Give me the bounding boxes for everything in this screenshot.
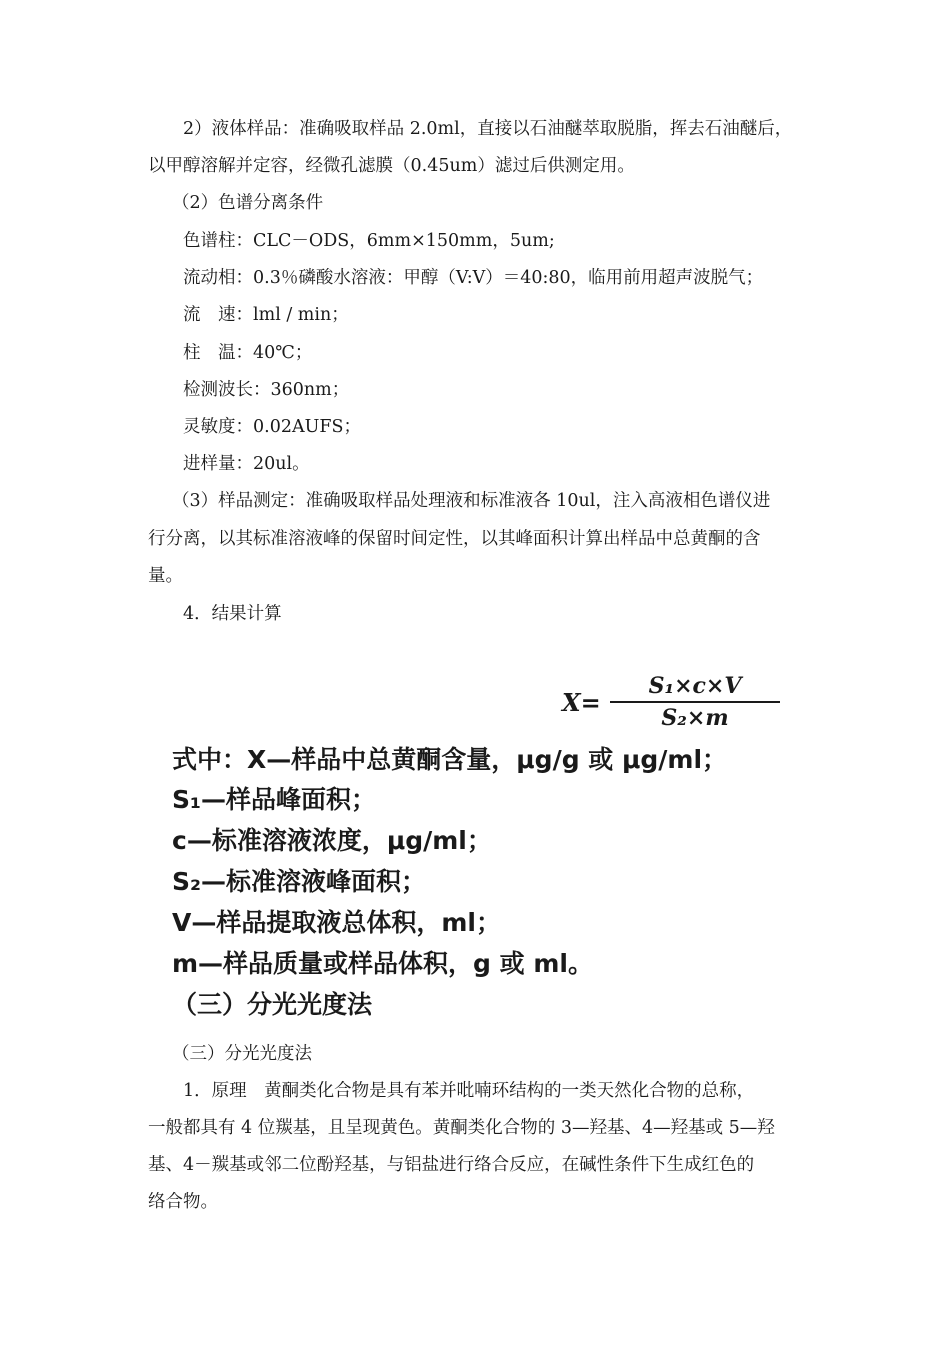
paragraph-line: 进样量：20ul。 — [183, 454, 310, 474]
paragraph-line: 检测波长：360nm； — [183, 380, 350, 400]
paragraph-line: 流动相：0.3％磷酸水溶液：甲醇（V:V）＝40:80，临用前用超声波脱气； — [183, 268, 764, 288]
paragraph-line: 以甲醇溶解并定容，经微孔滤膜（0.45um）滤过后供测定用。 — [148, 156, 635, 176]
paragraph-line: 量。 — [148, 566, 183, 586]
section-heading: （三）分光光度法 — [172, 990, 373, 1019]
paragraph-line: 流 速：lml / min； — [183, 305, 349, 325]
definition-line: S₂—标准溶液峰面积； — [172, 867, 426, 896]
paragraph-line: 1．原理 黄酮类化合物是具有苯并吡喃环结构的一类天然化合物的总称， — [183, 1081, 755, 1101]
fraction-bar — [610, 701, 780, 703]
definition-line: c—标准溶液浓度，μg/ml； — [172, 826, 492, 855]
paragraph-line: 2）液体样品：准确吸取样品 2.0ml，直接以石油醚萃取脱脂，挥去石油醚后， — [183, 119, 793, 139]
definition-line: S₁—样品峰面积； — [172, 785, 376, 814]
formula-numerator: S₁×c×V — [648, 673, 742, 699]
paragraph-line: 基、4－羰基或邻二位酚羟基，与铝盐进行络合反应，在碱性条件下生成红色的 — [148, 1155, 755, 1175]
result-formula — [562, 672, 762, 732]
paragraph-line: 行分离，以其标准溶液峰的保留时间定性，以其峰面积计算出样品中总黄酮的含 — [148, 529, 761, 549]
paragraph-line: （3）样品测定：准确吸取样品处理液和标准液各 10ul，注入高液相色谱仪进 — [172, 491, 771, 511]
formula-lhs: X= — [562, 688, 601, 717]
definition-line: m—样品质量或样品体积，g 或 ml。 — [172, 949, 593, 978]
paragraph-line: 络合物。 — [148, 1192, 218, 1212]
definition-line: V—样品提取液总体积，ml； — [172, 908, 501, 937]
paragraph-line: 灵敏度：0.02AUFS； — [183, 417, 361, 437]
paragraph-line: 柱 温：40℃； — [183, 343, 313, 363]
definition-line: 式中：X—样品中总黄酮含量，μg/g 或 μg/ml； — [172, 745, 728, 774]
formula-denominator: S₂×m — [661, 705, 729, 731]
section-heading: （2）色谱分离条件 — [172, 193, 324, 213]
paragraph-line: 色谱柱：CLC－ODS，6mm×150mm，5um; — [183, 231, 555, 251]
formula-fraction — [610, 672, 780, 732]
paragraph-line: 一般都具有 4 位羰基，且呈现黄色。黄酮类化合物的 3—羟基、4—羟基或 5—羟 — [148, 1118, 775, 1138]
section-heading: 4．结果计算 — [183, 604, 282, 624]
section-heading: （三）分光光度法 — [172, 1044, 312, 1064]
